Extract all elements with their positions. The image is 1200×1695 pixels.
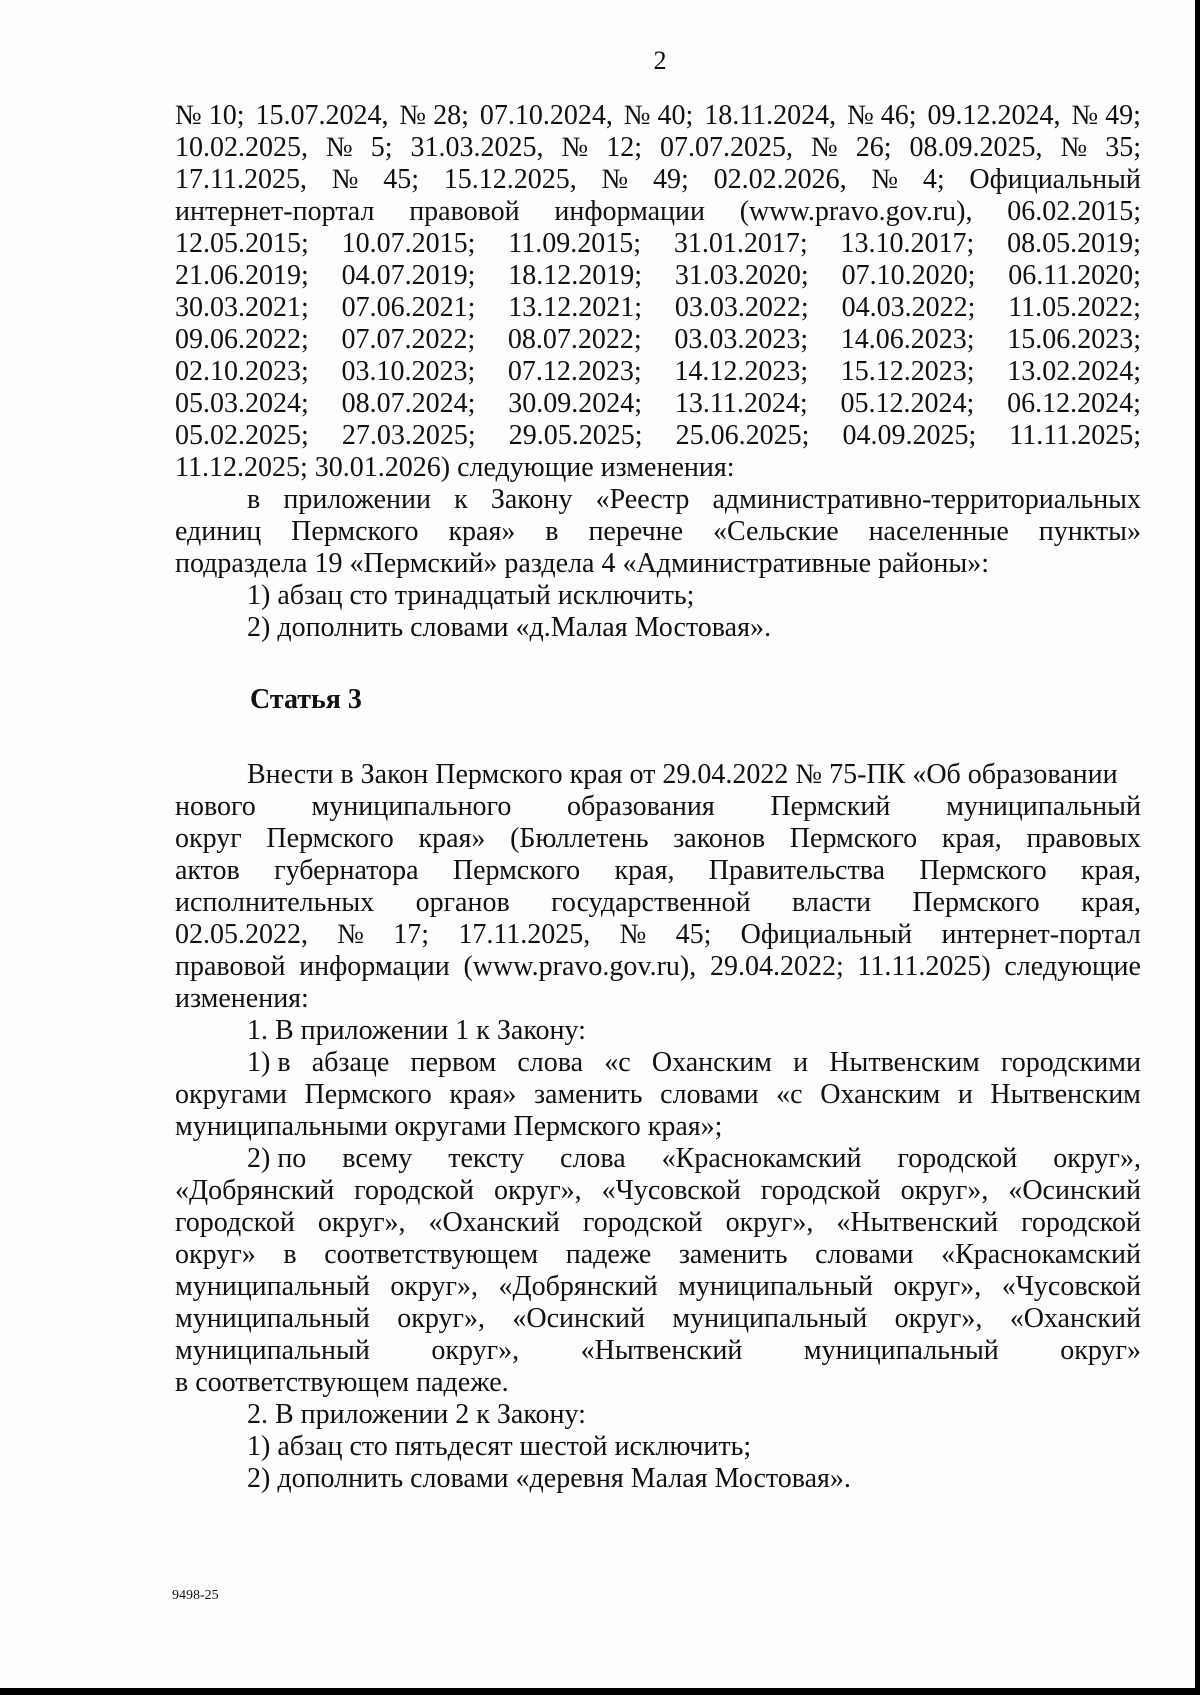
word: округ», [893, 1271, 982, 1302]
word: края» [418, 823, 486, 854]
word: Пермского [304, 1079, 432, 1110]
word: 13.11.2024; [674, 388, 808, 419]
text-line [175, 1271, 1141, 1303]
word: муниципальный [946, 791, 1141, 822]
word: 07.12.2023; [507, 356, 642, 387]
word: и [793, 1047, 809, 1078]
text-line [175, 1239, 1141, 1271]
word: государственной [551, 887, 751, 918]
word: «Нытвенский [580, 1335, 743, 1366]
word: правовых [1026, 823, 1141, 854]
word: (Бюллетень [510, 823, 649, 854]
word: «Краснокамский [941, 1239, 1141, 1270]
word: 17; [393, 919, 430, 950]
text-line [175, 951, 1141, 983]
word: 06.11.2020; [1008, 260, 1141, 291]
text-line [175, 823, 1141, 855]
appendix2-item-1: 1) абзац сто пятьдесят шестой исключить; [247, 1431, 752, 1462]
appendix1-item-2-end: в соответствующем падеже. [175, 1367, 509, 1398]
word: 13.12.2021; [508, 292, 643, 323]
word: округ [175, 823, 242, 854]
word: округ», [390, 1271, 479, 1302]
word: 29.05.2025; [508, 420, 643, 451]
word: 29.04.2022; [709, 951, 844, 982]
word: единиц [175, 516, 262, 547]
word: нового [175, 791, 256, 822]
word: «Чусовской [1001, 1271, 1141, 1302]
word: 08.05.2019; [1007, 228, 1141, 259]
appendix1-item-2 [175, 1143, 1141, 1367]
word: 04.03.2022; [841, 292, 976, 323]
word: соответствующем [324, 1239, 539, 1270]
word: 49; [653, 164, 689, 195]
word: муниципальный [175, 1271, 370, 1302]
word: «Сельские [713, 516, 839, 547]
word: 05.02.2025; [175, 420, 309, 451]
word: «Реестр [595, 484, 690, 515]
word: 11.11.2025) [857, 951, 991, 982]
word: № [601, 164, 629, 195]
word: округ», [1053, 1143, 1141, 1174]
word: 4; [922, 164, 945, 195]
word: 31.03.2025, [410, 132, 544, 163]
word: 21.06.2019; [175, 260, 309, 291]
text-line [175, 1143, 1141, 1175]
document-code: 9498-25 [172, 1588, 219, 1603]
word: 02.05.2022, [175, 919, 308, 950]
word: № [326, 132, 353, 163]
text-line [175, 420, 1141, 452]
word: падеже [565, 1239, 652, 1270]
word: законов [673, 823, 766, 854]
word: 15.12.2023; [840, 356, 975, 387]
word: 17.11.2025, [458, 919, 591, 950]
word: «Оханский [1009, 1303, 1141, 1334]
word: края, [1081, 887, 1141, 918]
word: 12.05.2015; [175, 228, 309, 259]
word: 1) в [247, 1047, 291, 1078]
word: муниципальный [678, 1271, 874, 1302]
word: исполнительных [175, 887, 375, 918]
word: перечне [588, 516, 684, 547]
word: (www.pravo.gov.ru), [463, 951, 697, 982]
word: 31.03.2020; [674, 260, 809, 291]
text-line [175, 164, 1141, 196]
word: 08.09.2025, [909, 132, 1043, 163]
word: № [337, 919, 364, 950]
word: органов [415, 887, 510, 918]
word: 27.03.2025; [341, 420, 476, 451]
publication-list [175, 100, 1141, 452]
word: 07.07.2025, [660, 132, 793, 163]
word: Пермского [919, 855, 1047, 886]
word: 06.12.2024; [1007, 388, 1141, 419]
word: № 40; [623, 100, 694, 131]
text-line [175, 484, 1141, 516]
word: Оханским [651, 1047, 772, 1078]
word: 14.06.2023; [840, 324, 975, 355]
word: образования [567, 791, 715, 822]
word: правовой [409, 196, 520, 227]
word: Пермского [789, 823, 918, 854]
word: к [454, 484, 468, 515]
word: «Добрянский [498, 1271, 658, 1302]
scan-edge-bottom [0, 1688, 1200, 1695]
word: Пермский [770, 791, 891, 822]
word: Пермского [266, 823, 394, 854]
word: 31.01.2017; [673, 228, 808, 259]
document-body [175, 100, 1141, 1495]
word: края» [448, 516, 516, 547]
word: 02.02.2026, [713, 164, 847, 195]
word: «с [604, 1047, 631, 1078]
word: «с [776, 1079, 803, 1110]
text-line [175, 324, 1141, 356]
word: 30.09.2024; [508, 388, 643, 419]
word: 15.12.2025, [443, 164, 577, 195]
word: 06.02.2015; [1007, 196, 1141, 227]
word: 2) по [247, 1143, 307, 1174]
appendix2-heading: 2. В приложении 2 к Закону: [247, 1399, 586, 1430]
word: муниципальный [803, 1335, 999, 1366]
word: «Добрянский [175, 1175, 335, 1206]
word: 18.11.2024, [704, 100, 837, 131]
word: 45; [383, 164, 419, 195]
word: Пермского [291, 516, 419, 547]
page-number: 2 [653, 46, 667, 75]
word: № 49; [1071, 100, 1141, 131]
word: округ», [317, 1207, 406, 1238]
word: округ», [894, 1303, 983, 1334]
word: 14.12.2023; [674, 356, 809, 387]
word: «Оханский [428, 1207, 560, 1238]
word: городской [582, 1207, 703, 1238]
word: в [283, 1239, 297, 1270]
text-line [175, 1303, 1141, 1335]
word: актов [175, 855, 240, 886]
word: 10.07.2015; [341, 228, 476, 259]
publication-list-end: 11.12.2025; 30.01.2026) следующие изменения: [175, 452, 735, 483]
word: словами [815, 1239, 914, 1270]
word: 10.02.2025, [175, 132, 308, 163]
article2-paragraph-end: подраздела 19 «Пермский» раздела 4 «Административные районы»: [175, 548, 989, 579]
word: 11.05.2022; [1008, 292, 1141, 323]
word: № [1060, 132, 1088, 163]
word: Правительства [708, 855, 885, 886]
word: муниципальный [175, 1303, 370, 1334]
word: 11.11.2025; [1009, 420, 1141, 451]
word: округами [175, 1079, 287, 1110]
word: «Чусовской [601, 1175, 741, 1206]
word: Закону [490, 484, 573, 515]
word: № [619, 919, 647, 950]
article3-first-line: Внести в Закон Пермского края от 29.04.2022 № 75-ПК «Об образовании [247, 759, 1118, 790]
word: губернатора [274, 855, 419, 886]
word: муниципального [311, 791, 512, 822]
appendix1-heading: 1. В приложении 1 к Закону: [247, 1015, 586, 1046]
word: № [331, 164, 359, 195]
word: 45; [675, 919, 712, 950]
article3-paragraph [175, 791, 1141, 983]
word: и [957, 1079, 973, 1110]
word: 26; [855, 132, 892, 163]
word: 09.06.2022; [175, 324, 309, 355]
word: правовой [175, 951, 286, 982]
word: слова [560, 1143, 626, 1174]
word: округ», [725, 1207, 814, 1238]
text-line [175, 887, 1141, 919]
word: слова [517, 1047, 584, 1078]
word: заменить [533, 1079, 643, 1110]
appendix2-item-2: 2) дополнить словами «деревня Малая Мостовая». [247, 1463, 851, 1494]
text-line [175, 1335, 1141, 1367]
word: 15.06.2023; [1007, 324, 1141, 355]
word: Нытвенским [990, 1079, 1141, 1110]
word: интернет-портал [175, 196, 375, 227]
word: городской [175, 1207, 295, 1238]
text-line [175, 132, 1141, 164]
word: 05.12.2024; [840, 388, 975, 419]
text-line [175, 516, 1141, 548]
word: округ», [397, 1303, 485, 1334]
word: 30.03.2021; [175, 292, 309, 323]
word: 05.03.2024; [175, 388, 309, 419]
article3-heading: Статья 3 [250, 684, 362, 715]
article2-item-1: 1) абзац сто тринадцатый исключить; [247, 580, 695, 611]
word: административно-территориальных [712, 484, 1141, 515]
text-line [175, 292, 1141, 324]
word: 03.10.2023; [341, 356, 476, 387]
word: 35; [1105, 132, 1141, 163]
word: округ», [900, 1175, 989, 1206]
word: первом [410, 1047, 497, 1078]
word: Пермского [912, 887, 1040, 918]
word: округ», [431, 1335, 520, 1366]
article2-paragraph [175, 484, 1141, 548]
scan-edge-right [1195, 0, 1200, 1695]
word: муниципальный [672, 1303, 868, 1334]
word: словами [660, 1079, 759, 1110]
word: (www.pravo.gov.ru), [739, 196, 973, 227]
word: населенные [868, 516, 1009, 547]
word: 5; [370, 132, 393, 163]
text-line [175, 1047, 1141, 1079]
word: края» [449, 1079, 517, 1110]
word: № 28; [399, 100, 469, 131]
word: городской [897, 1143, 1018, 1174]
text-line [175, 260, 1141, 292]
word: 17.11.2025, [175, 164, 307, 195]
appendix1-item-1 [175, 1047, 1141, 1111]
word: края, [614, 855, 675, 886]
word: городской [354, 1175, 474, 1206]
word: «Краснокамский [661, 1143, 862, 1174]
word: Официальный [740, 919, 913, 950]
word: следующие [1004, 951, 1141, 982]
article2-item-2: 2) дополнить словами «д.Малая Мостовая». [247, 612, 771, 643]
word: муниципальный [175, 1335, 370, 1366]
word: № [811, 132, 838, 163]
word: городскими [1000, 1047, 1141, 1078]
word: городской [760, 1175, 881, 1206]
text-line [175, 356, 1141, 388]
word: абзаце [311, 1047, 390, 1078]
word: «Нытвенский [836, 1207, 999, 1238]
word: 04.09.2025; [842, 420, 977, 451]
word: власти [792, 887, 871, 918]
word: пункты» [1038, 516, 1141, 547]
text-line [175, 1207, 1141, 1239]
word: Официальный [969, 164, 1141, 195]
text-line [175, 919, 1141, 951]
text-line [175, 1175, 1141, 1207]
word: округ», [493, 1175, 582, 1206]
word: 08.07.2024; [341, 388, 476, 419]
word: приложении [283, 484, 431, 515]
appendix1-item-1-end: муниципальными округами Пермского края»; [175, 1111, 723, 1142]
word: 07.10.2024, [479, 100, 613, 131]
text-line [175, 228, 1141, 260]
word: 25.06.2025; [675, 420, 810, 451]
article3-paragraph-end: изменения: [175, 983, 309, 1014]
word: «Осинский [512, 1303, 645, 1334]
text-line [175, 100, 1141, 132]
word: заменить [678, 1239, 788, 1270]
text-line [175, 388, 1141, 420]
word: всему [342, 1143, 413, 1174]
word: 11.09.2015; [508, 228, 642, 259]
word: № [561, 132, 589, 163]
word: № 10; [175, 100, 245, 131]
word: 07.10.2020; [841, 260, 976, 291]
word: Оханским [820, 1079, 941, 1110]
word: тексту [448, 1143, 525, 1174]
word: 03.03.2022; [674, 292, 809, 323]
word: 07.07.2022; [341, 324, 476, 355]
word: 09.12.2024, [927, 100, 1061, 131]
word: городской [1021, 1207, 1141, 1238]
word: округ» [1060, 1335, 1141, 1366]
word: «Осинский [1008, 1175, 1141, 1206]
word: Пермского [452, 855, 581, 886]
word: края, [1081, 855, 1141, 886]
word: 03.03.2023; [674, 324, 809, 355]
word: информации [554, 196, 705, 227]
word: Нытвенским [829, 1047, 980, 1078]
word: 08.07.2022; [507, 324, 642, 355]
word: в [247, 484, 261, 515]
word: 15.07.2024, [255, 100, 389, 131]
text-line [175, 1079, 1141, 1111]
word: 02.10.2023; [175, 356, 309, 387]
word: 04.07.2019; [341, 260, 476, 291]
word: информации [299, 951, 450, 982]
word: 07.06.2021; [341, 292, 476, 323]
text-line [175, 791, 1141, 823]
word: № [871, 164, 899, 195]
word: округ» [175, 1239, 256, 1270]
word: края, [941, 823, 1002, 854]
text-line [175, 196, 1141, 228]
word: 18.12.2019; [508, 260, 643, 291]
word: 13.10.2017; [840, 228, 975, 259]
text-line [175, 855, 1141, 887]
word: интернет-портал [941, 919, 1141, 950]
word: № 46; [847, 100, 917, 131]
word: в [545, 516, 559, 547]
word: 12; [606, 132, 642, 163]
word: 13.02.2024; [1007, 356, 1141, 387]
